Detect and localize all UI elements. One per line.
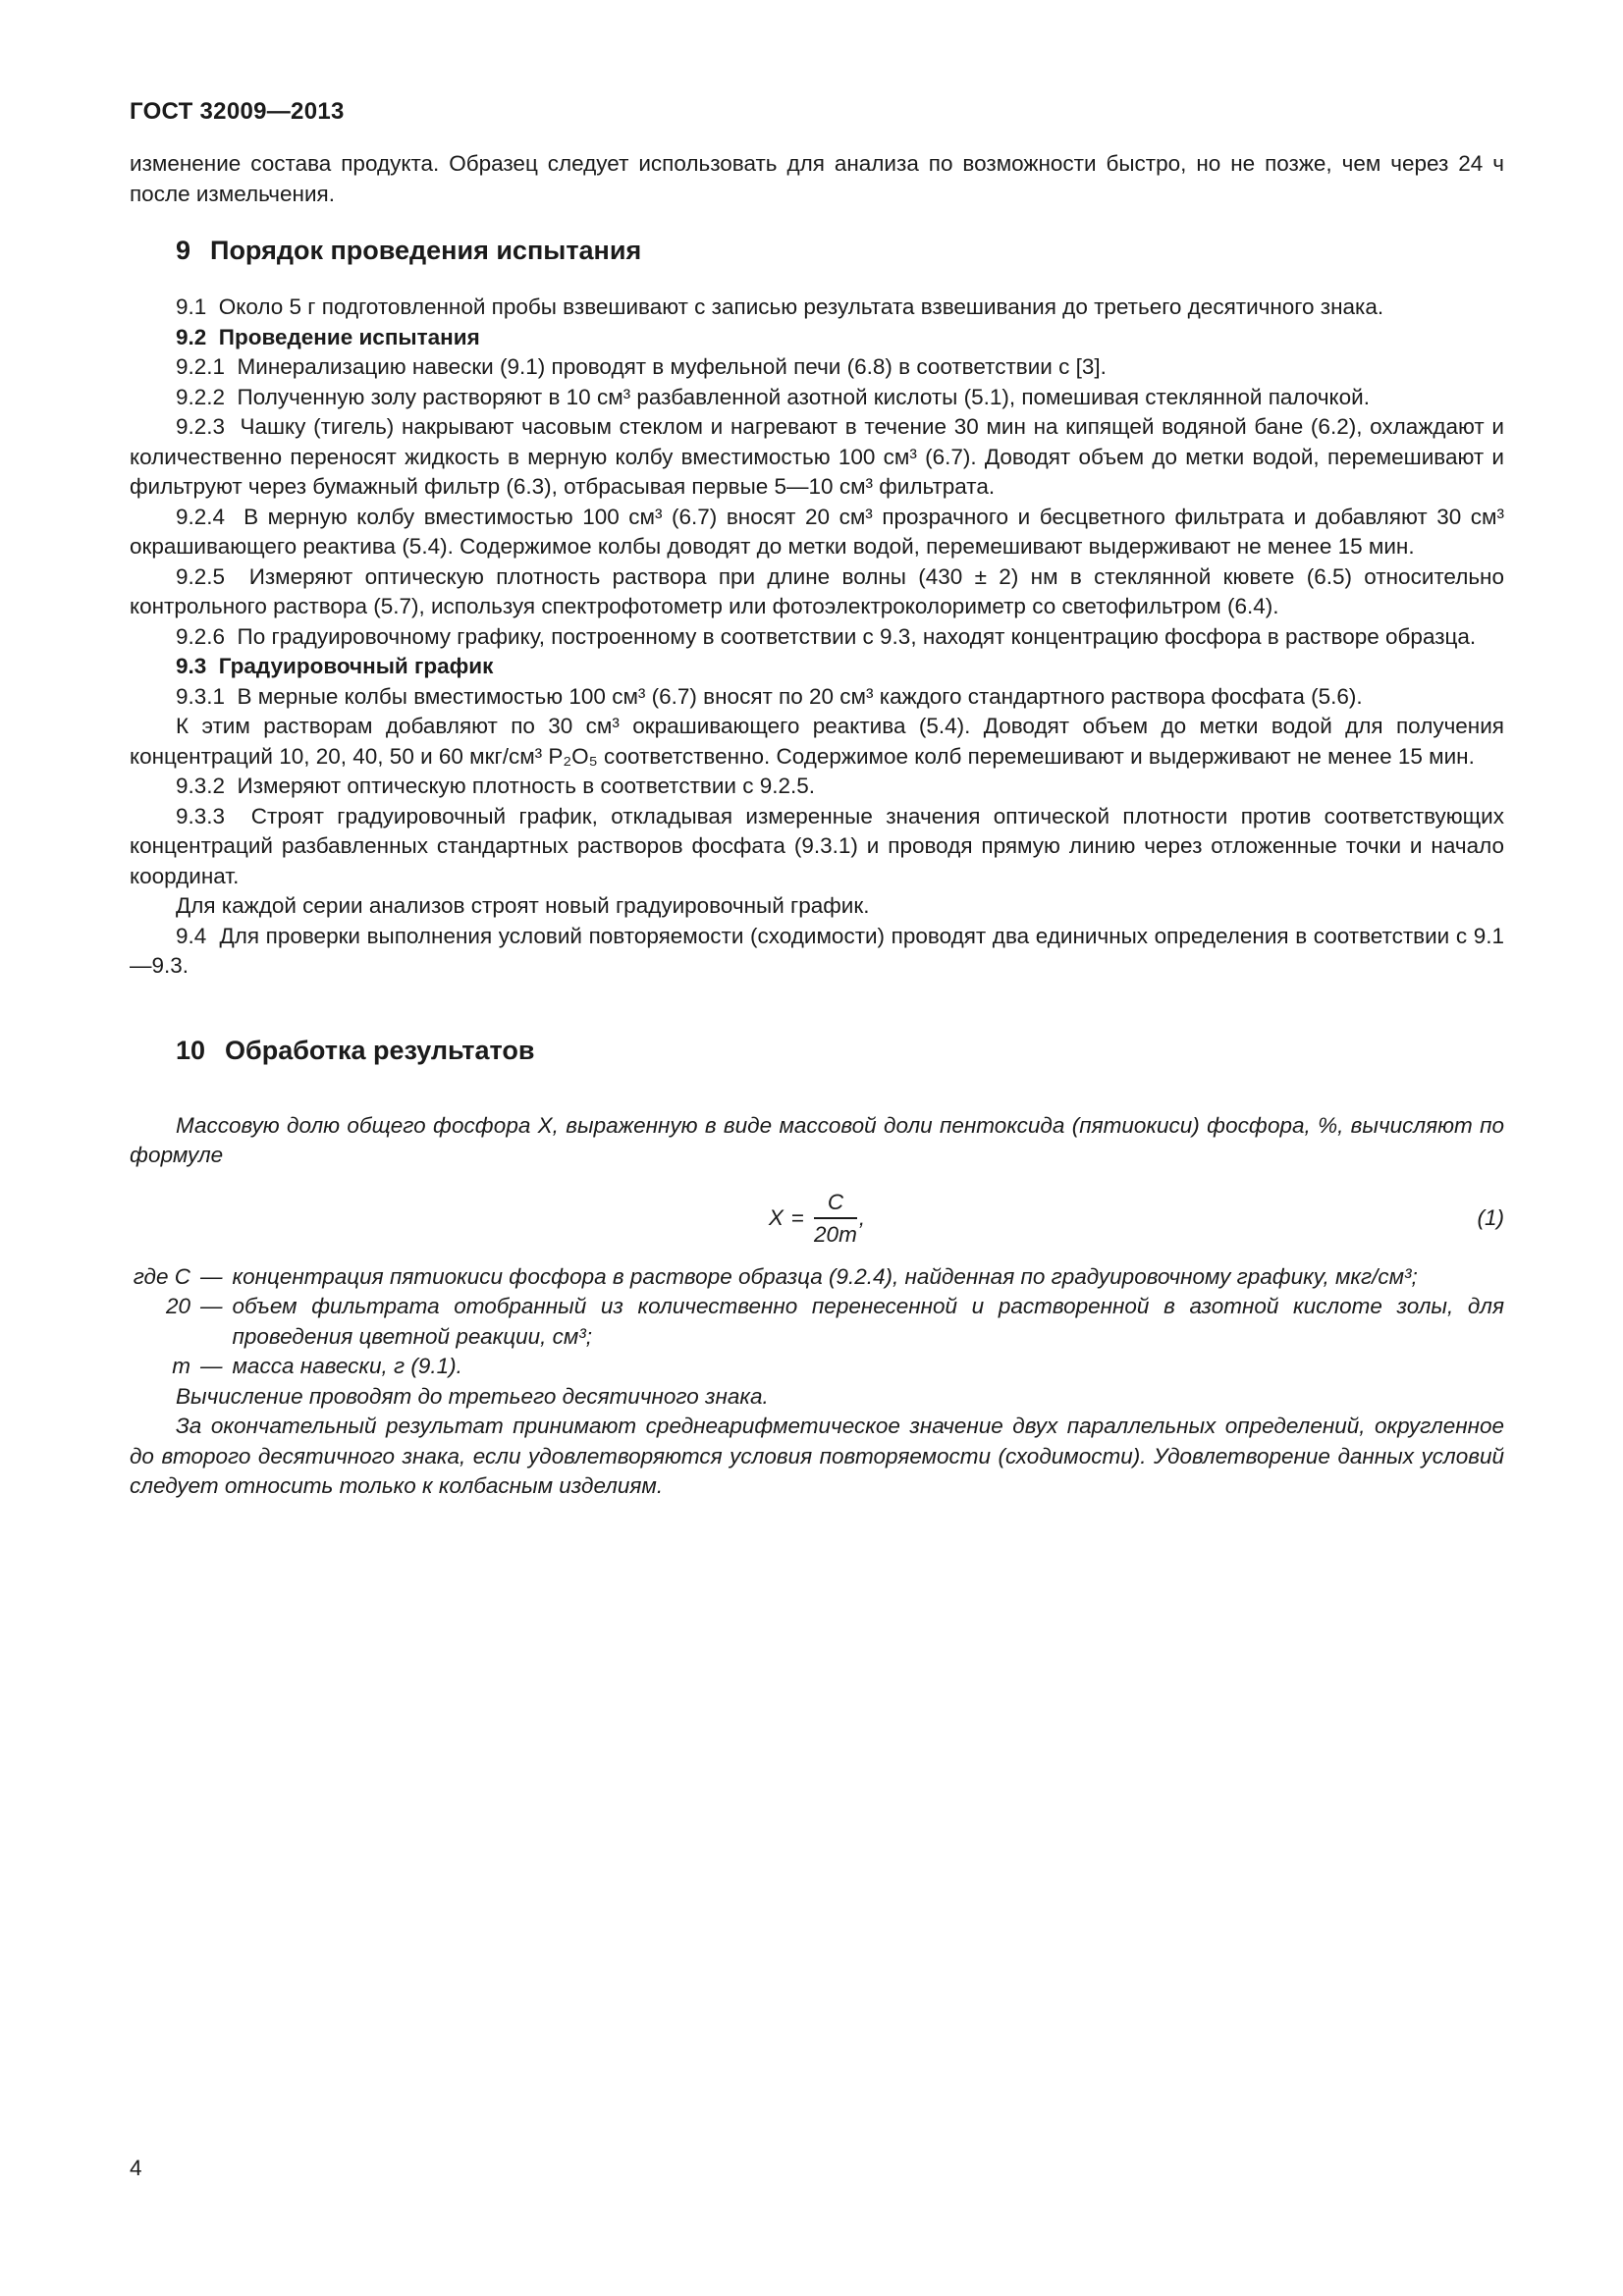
clause-9-2-6: 9.2.6 По градуировочному графику, построенному в соответствии с 9.3, находят концентрацию фосфора в растворе образца. (176, 623, 1477, 649)
section-10-number: 10 (176, 1035, 206, 1065)
document-header (130, 98, 345, 126)
clause-9-3-subheading: 9.3 Градуировочный график (176, 654, 494, 678)
formula-denominator: 20m (814, 1222, 857, 1248)
legend-definition: концентрация пятиокиси фосфора в растворе образца (9.2.4), найденная по градуировочному графику, мкг/см³; (232, 1263, 1418, 1289)
document-content (130, 149, 1504, 1502)
legend-definition: масса навески, г (9.1). (232, 1354, 462, 1379)
section-10-heading (176, 1035, 1504, 1066)
formula-fraction (814, 1191, 857, 1247)
legend-term: m (172, 1354, 190, 1379)
section-9-number: 9 (176, 236, 191, 265)
clause-9-2-subheading: 9.2 Проведение испытания (176, 324, 480, 349)
clause-9-3-3: 9.3.3 Строят градуировочный график, откладывая измеренные значения оптической плотности против соответствующих концентраций разбавленных стандартных растворов фосфата (9.3.1) и проводя прямую линию через отложенные точки и начало координат. (130, 803, 1504, 888)
paragraph-final-result: За окончательный результат принимают среднеарифметическое значение двух параллельных определений, округленное до второго десятичного знака, если удовлетворяются условия повторяемости (сходимости). Удовлетворение данных условий следует относить только к колбасным изделиям. (130, 1414, 1504, 1499)
formula-legend (130, 1262, 1504, 1382)
legend-dash: — (200, 1294, 223, 1319)
clause-9-2-5: 9.2.5 Измеряют оптическую плотность раствора при длине волны (430 ± 2) нм в стеклянной кювете (6.5) относительно контрольного раствора (5.7), используя спектрофотометр или фотоэлектроколориметр со светофильтром (6.4). (130, 563, 1504, 618)
formula-row (130, 1191, 1504, 1247)
clause-9-4: 9.4 Для проверки выполнения условий повторяемости (сходимости) проводят два единичных определения в соответствии с 9.1—9.3. (130, 923, 1504, 978)
clause-9-2-3: 9.2.3 Чашку (тигель) накрывают часовым стеклом и нагревают в течение 30 мин на кипящей водяной бане (6.2), охлаждают и количественно переносят жидкость в мерную колбу вместимостью 100 см³ (6.7). Доводят объем до метки водой, перемешивают и фильтруют через бумажный фильтр (6.3), отбрасывая первые 5—10 см³ фильтрата. (130, 414, 1504, 499)
formula-comma: , (858, 1205, 866, 1231)
clause-9-2-1: 9.2.1 Минерализацию навески (9.1) проводят в муфельной печи (6.8) в соответствии с [3]. (176, 354, 1107, 379)
paragraph-intro-continuation: изменение состава продукта. Образец следует использовать для анализа по возможности быстро, но не позже, чем через 24 ч после измельчения. (130, 151, 1504, 206)
formula-lhs: X (768, 1205, 784, 1231)
clause-9-1: 9.1 Около 5 г подготовленной пробы взвешивают с записью результата взвешивания до третьего десятичного знака. (176, 294, 1384, 319)
section-9-heading (176, 235, 1504, 266)
clause-9-3-2: 9.3.2 Измеряют оптическую плотность в соответствии с 9.2.5. (176, 774, 816, 798)
legend-item-c (130, 1262, 1504, 1293)
formula-numerator: C (814, 1191, 857, 1220)
clause-9-3-1: 9.3.1 В мерные колбы вместимостью 100 см³ (6.7) вносят по 20 см³ каждого стандартного раствора фосфата (5.6). (176, 683, 1363, 709)
clause-9-3-1-continued: К этим растворам добавляют по 30 см³ окрашивающего реактива (5.4). Доводят объем до метки водой для получения концентраций 10, 20, 40, 50 и 60 мкг/см³ Р₂О₅ соответственно. Содержимое колб перемешивают и выдерживают не менее 15 мин. (130, 714, 1504, 769)
legend-term: 20 (165, 1294, 190, 1319)
clause-9-2-4: 9.2.4 В мерную колбу вместимостью 100 см³ (6.7) вносят 20 см³ прозрачного и бесцветного фильтрата и добавляют 30 см³ окрашивающего реактива (5.4). Содержимое колбы доводят до метки водой, перемешивают выдерживают не менее 15 мин. (130, 504, 1504, 559)
paragraph-calculation-note: Вычисление проводят до третьего десятичного знака. (176, 1383, 769, 1409)
clause-9-3-3-continued: Для каждой серии анализов строят новый градуировочный график. (176, 893, 870, 918)
legend-term: где С (133, 1263, 190, 1289)
doc-number: ГОСТ 32009—2013 (130, 98, 345, 125)
formula-1 (769, 1191, 865, 1247)
legend-item-m (130, 1352, 1504, 1382)
document-footer (130, 2156, 142, 2181)
formula-equation-number: (1) (1477, 1205, 1504, 1231)
formula-equals-sign: = (790, 1205, 805, 1231)
legend-dash: — (200, 1263, 223, 1289)
section-9-title: Порядок проведения испытания (210, 236, 642, 265)
legend-dash: — (200, 1354, 223, 1379)
clause-9-2-2: 9.2.2 Полученную золу растворяют в 10 см³ разбавленной азотной кислоты (5.1), помешивая стеклянной палочкой. (176, 384, 1370, 409)
section-10-title: Обработка результатов (225, 1035, 535, 1065)
page-number: 4 (130, 2156, 142, 2180)
section-10-intro: Массовую долю общего фосфора X, выраженную в виде массовой доли пентоксида (пятиокиси) фосфора, %, вычисляют по формуле (130, 1112, 1504, 1167)
legend-item-20 (130, 1292, 1504, 1352)
legend-definition: объем фильтрата отобранный из количественно перенесенной и растворенной в азотной кислоте золы, для проведения цветной реакции, см³; (232, 1294, 1504, 1349)
